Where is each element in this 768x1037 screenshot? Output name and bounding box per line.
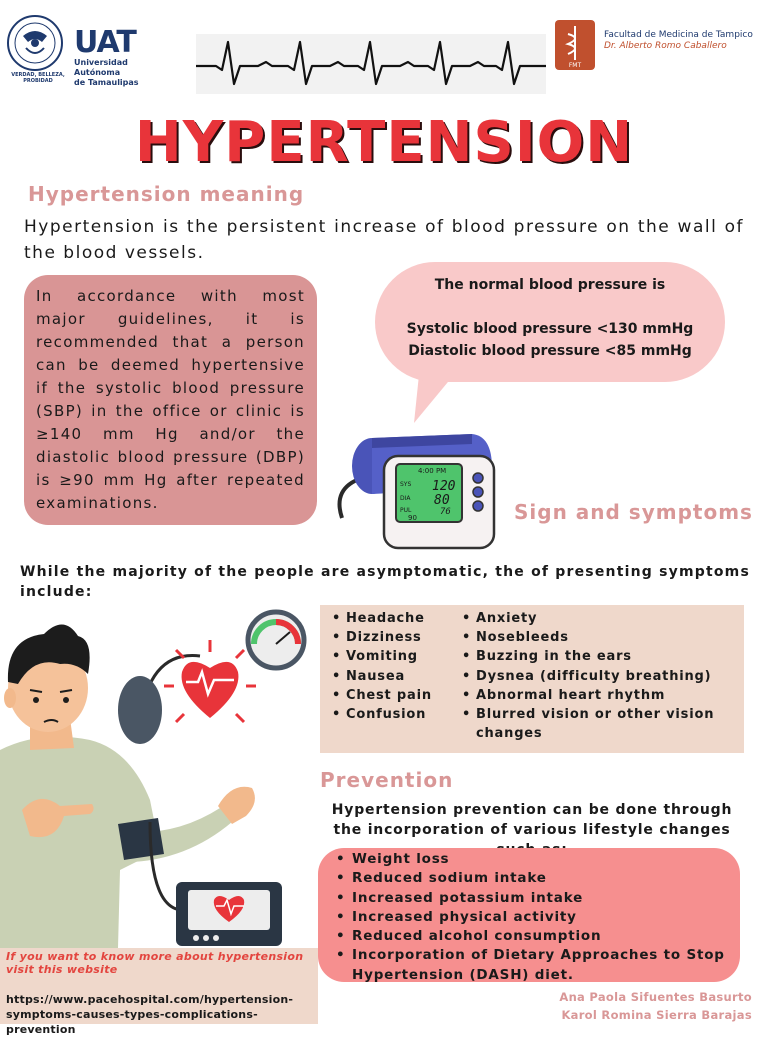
list-item: • Vomiting: [330, 647, 460, 666]
symptoms-box: [320, 605, 744, 753]
authors: [520, 988, 752, 1024]
symptoms-intro: While the majority of the people are asymptomatic, the of presenting symptoms include:: [20, 564, 750, 600]
list-item: • Abnormal heart rhythm: [460, 686, 730, 705]
guideline-text: In accordance with most major guidelines, it is recommended that a person can be deemed hypertensive if the systolic blood pressure (SBP) in the office or clinic is ≥140 mm Hg and/or the diastolic blood pressure (DBP) is ≥90 mm Hg after repeated examinations.: [36, 287, 305, 512]
faculty-name-line-2: Dr. Alberto Romo Caballero: [604, 41, 727, 51]
uat-name-line-1: Universidad Autónoma: [74, 58, 128, 77]
list-item: • Reduced sodium intake: [334, 869, 728, 888]
signs-heading: Sign and symptoms: [514, 500, 753, 524]
list-item: • Dysnea (difficulty breathing): [460, 667, 730, 686]
monitor-dia-value: 80: [434, 493, 450, 508]
prevention-heading: Prevention: [320, 768, 454, 792]
pressure-gauge-icon: [248, 612, 304, 668]
uat-logo: [74, 25, 174, 87]
university-seal-logo: [6, 14, 64, 74]
normal-bp-diastolic: Diastolic blood pressure <85 mmHg: [408, 343, 692, 359]
list-item: • Headache: [330, 609, 460, 628]
author-name: Ana Paola Sifuentes Basurto: [559, 990, 752, 1004]
faculty-badge-text: FMT: [568, 62, 582, 69]
prevention-list: [334, 850, 728, 985]
monitor-bottom-value: 90: [408, 514, 417, 522]
monitor-dia-label: DIA: [400, 495, 411, 502]
faculty-name: [604, 30, 764, 52]
monitor-time: 4:00 PM: [418, 467, 447, 475]
monitor-sys-label: SYS: [400, 481, 412, 488]
list-item: • Increased physical activity: [334, 908, 728, 927]
monitor-pul-label: PUL: [400, 507, 412, 514]
symptoms-list-2: [460, 609, 730, 749]
list-item: • Dizziness: [330, 628, 460, 647]
list-item: • Nausea: [330, 667, 460, 686]
list-item: • Nosebleeds: [460, 628, 730, 647]
list-item: • Anxiety: [460, 609, 730, 628]
caduceus-icon: [555, 20, 595, 70]
symptoms-list-1: [330, 609, 460, 749]
meaning-heading: Hypertension meaning: [28, 182, 305, 206]
list-item: • Increased potassium intake: [334, 889, 728, 908]
list-item: • Confusion: [330, 705, 460, 724]
author-name: Karol Romina Sierra Barajas: [561, 1008, 752, 1022]
meaning-paragraph: Hypertension is the persistent increase of blood pressure on the wall of the blood vessels.: [24, 217, 744, 263]
bp-device-icon: [176, 882, 282, 946]
faculty-name-line-1: Facultad de Medicina de Tampico: [604, 30, 753, 40]
list-item: • Weight loss: [334, 850, 728, 869]
prevention-intro: Hypertension prevention can be done through the incorporation of various lifestyle changes: [331, 802, 733, 838]
list-item: • Buzzing in the ears: [460, 647, 730, 666]
monitor-pul-value: 76: [440, 507, 451, 517]
person-with-bp-cuff-illustration: [0, 610, 318, 948]
list-item: • Incorporation of Dietary Approaches to Stop Hypertension (DASH) diet.: [334, 946, 728, 985]
ecg-heartbeat-banner: [196, 34, 546, 94]
page-title: HYPERTENSION: [134, 110, 634, 175]
more-info-box: [0, 948, 318, 1036]
list-item: • Chest pain: [330, 686, 460, 705]
guideline-box: [24, 275, 317, 525]
seal-motto: VERDAD, BELLEZA, PROBIDAD: [11, 72, 65, 84]
heart-icon: [164, 640, 256, 722]
uat-wordmark: UAT: [74, 25, 136, 60]
uat-name-line-2: de Tamaulipas: [74, 78, 139, 87]
monitor-sys-value: 120: [432, 479, 456, 494]
faculty-badge-logo: [555, 20, 595, 70]
prevention-box: [318, 848, 740, 982]
list-item: • Blurred vision or other vision changes: [460, 705, 730, 743]
normal-bp-speech-bubble: [375, 262, 725, 382]
more-info-note: If you want to know more about hypertension visit this website: [6, 950, 304, 976]
normal-bp-intro: The normal blood pressure is: [434, 277, 666, 293]
list-item: • Reduced alcohol consumption: [334, 927, 728, 946]
more-info-link[interactable]: https://www.pacehospital.com/hypertension-symptoms-causes-types-complications-prevention: [6, 993, 294, 1036]
blood-pressure-monitor-illustration: [332, 428, 502, 558]
normal-bp-systolic: Systolic blood pressure <130 mmHg: [406, 321, 694, 337]
